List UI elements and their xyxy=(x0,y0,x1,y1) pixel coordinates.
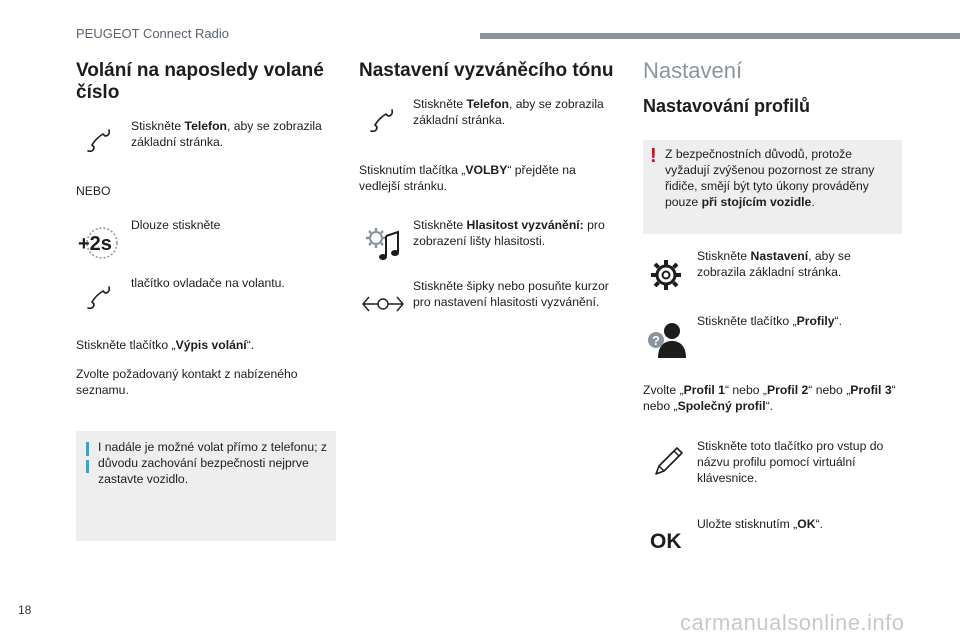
gear-music-note-icon xyxy=(364,226,404,262)
ok-button: OK xyxy=(650,530,682,553)
col1-heading: Volání na naposledy volané číslo xyxy=(76,60,324,103)
settings-heading: Nastavení xyxy=(643,58,743,83)
phone-icon xyxy=(369,108,395,134)
pencil-icon xyxy=(652,444,686,478)
col1-step3: tlačítko ovladače na volantu. xyxy=(131,276,285,290)
col3-step2: Stiskněte tlačítko „Profily“. xyxy=(697,314,842,328)
header-rule xyxy=(480,33,960,39)
col2-step3: Stiskněte Hlasitost vyzvánění: pro zobrazení lišty hlasitosti. xyxy=(413,218,605,248)
col1-note: I nadále je možné volat přímo z telefonu; z důvodu zachování bezpečnosti nejprve zastavte vozidlo. xyxy=(98,440,327,486)
col2-step1: Stiskněte Telefon, aby se zobrazila základní stránka. xyxy=(413,97,604,127)
gear-icon xyxy=(648,257,684,293)
info-marker xyxy=(86,460,89,473)
watermark: carmanualsonline.info xyxy=(680,610,905,635)
info-marker xyxy=(86,442,89,456)
col3-step5: Uložte stisknutím „OK“. xyxy=(697,517,823,531)
col3-step3: Zvolte „Profil 1“ nebo „Profil 2“ nebo „Profil 3“ nebo „Společný profil“. xyxy=(643,383,896,413)
col1-step4: Stiskněte tlačítko „Výpis volání“. xyxy=(76,338,255,352)
profile-help-icon xyxy=(646,322,688,358)
col2-step4: Stiskněte šipky nebo posuňte kurzor pro nastavení hlasitosti vyzvánění. xyxy=(413,279,609,309)
warning-mark: ! xyxy=(650,145,657,167)
col3-step4: Stiskněte toto tlačítko pro vstup do názvu profilu pomocí virtuální klávesnice. xyxy=(697,439,884,485)
press-2s-icon xyxy=(76,226,120,260)
col2-heading: Nastavení vyzváněcího tónu xyxy=(359,60,614,81)
col3-warning: Z bezpečnostních důvodů, protože vyžadují zvýšenou pozornost ze strany řidiče, smějí být tyto úkony prováděny pouze při stojícím vozidle. xyxy=(665,147,875,209)
col3-step1: Stiskněte Nastavení, aby se zobrazila základní stránka. xyxy=(697,249,851,279)
col1-step2: Dlouze stiskněte xyxy=(131,218,221,232)
col1-step1: Stiskněte Telefon, aby se zobrazila základní stránka. xyxy=(131,119,322,149)
profiles-heading: Nastavování profilů xyxy=(643,96,811,116)
slider-arrows-icon xyxy=(361,293,405,315)
phone-icon xyxy=(86,285,112,311)
phone-icon xyxy=(86,128,112,154)
page-number: 18 xyxy=(18,603,32,617)
col1-or: NEBO xyxy=(76,184,111,198)
header-title: PEUGEOT Connect Radio xyxy=(76,26,229,41)
svg-text:?: ? xyxy=(652,333,660,348)
badge-text: +2s xyxy=(78,233,112,255)
col2-step2: Stisknutím tlačítka „VOLBY“ přejděte na vedlejší stránku. xyxy=(359,163,576,193)
col1-step5: Zvolte požadovaný kontakt z nabízeného seznamu. xyxy=(76,367,298,397)
